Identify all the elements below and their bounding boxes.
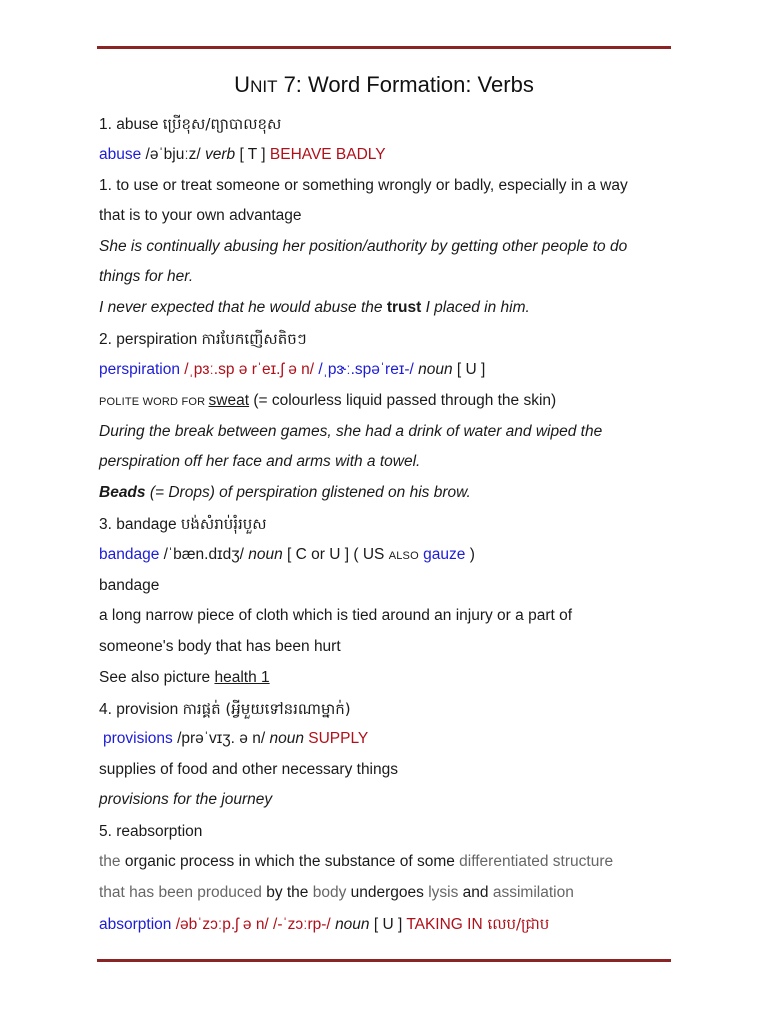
definition-cont: that is to your own advantage (99, 207, 302, 224)
headword: bandage (99, 546, 160, 563)
title-rest: 7: Word Formation: Verbs (277, 72, 534, 97)
definition-cont: that has been produced by the body undergoes lysis and assimilation (99, 884, 574, 901)
definition: supplies of food and other necessary things (99, 761, 398, 778)
definition-cont: someone's body that has been hurt (99, 638, 341, 655)
part-of-speech: noun (418, 361, 453, 378)
guideword: SUPPLY (308, 730, 369, 747)
example: She is continually abusing her position/authority by getting other people to do (99, 238, 628, 255)
definition: 1. to use or treat someone or something wrongly or badly, especially in a way (99, 177, 628, 194)
entry-heading-abuse: 1. abuse ប្រើខុស/ព្យាបាលខុស (99, 115, 282, 133)
title-initial: U (234, 72, 251, 97)
example: Beads (= Drops) of perspiration glistened on his brow. (99, 484, 471, 501)
guideword: BEHAVE BADLY (269, 146, 386, 163)
example-cont: perspiration off her face and arms with a towel. (99, 453, 421, 470)
khmer-translation: ការបែកញើសតិចៗ (201, 330, 307, 348)
entry-line-absorption: absorption /əbˈzɔːp.ʃ ə n/ /-ˈzɔːrp-/ noun [ U ] TAKING IN លេប/ជ្រាប (99, 915, 550, 933)
example: During the break between games, she had a drink of water and wiped the (99, 423, 603, 440)
title-smallcaps: NIT (250, 77, 278, 96)
entry-heading-perspiration: 2. perspiration ការបែកញើសតិចៗ (99, 330, 307, 348)
khmer-translation: ប្រើខុស/ព្យាបាលខុស (162, 115, 282, 133)
headword: perspiration (99, 361, 180, 378)
pronunciation-us: /ˌpɝː.spəˈreɪ-/ (314, 361, 419, 378)
khmer-translation: បង់សំរាប់រុំរបួស (180, 515, 267, 533)
entry-heading-provision: 4. provision ការផ្គត់ (អ្វីមួយទៅនរណាម្នាក់) (99, 700, 351, 718)
guideword: TAKING IN (406, 916, 483, 933)
top-rule (97, 46, 671, 49)
headword: provisions (103, 730, 173, 747)
entry-line-abuse: abuse /əˈbjuːz/ verb [ T ] BEHAVE BADLY (99, 146, 386, 163)
definition: POLITE WORD FOR sweat (= colourless liquid passed through the skin) (99, 392, 557, 409)
page-title (0, 72, 768, 98)
pronunciation-uk: /ˌpɜː.sp ə rˈeɪ.ʃ ə n/ (180, 361, 315, 378)
headword: abuse (99, 146, 142, 163)
example: I never expected that he would abuse the trust I placed in him. (99, 299, 530, 316)
keyword: trust (386, 299, 422, 316)
alternate-word: gauze (423, 546, 466, 563)
entry-heading-bandage: 3. bandage បង់សំរាប់រុំរបួស (99, 515, 267, 533)
example: provisions for the journey (99, 791, 273, 808)
pronunciation-us: /-ˈzɔːrp-/ (268, 916, 336, 933)
definition: a long narrow piece of cloth which is tied around an injury or a part of (99, 607, 573, 624)
entry-heading-reabsorption: 5. reabsorption (99, 823, 203, 840)
pronunciation: /əˈbjuːz/ (141, 146, 205, 163)
example-cont: things for her. (99, 268, 194, 285)
see-also-link[interactable]: health 1 (214, 669, 270, 686)
definition: the organic process in which the substance of some differentiated structure (99, 853, 614, 870)
entry-line-perspiration: perspiration /ˌpɜː.sp ə rˈeɪ.ʃ ə n/ /ˌpɝː.spəˈreɪ-/ noun [ U ] (99, 361, 486, 378)
khmer-translation: លេប/ជ្រាប (482, 915, 550, 933)
part-of-speech: noun (269, 730, 304, 747)
cross-reference-link[interactable]: sweat (208, 392, 250, 409)
keyword: Beads (99, 484, 146, 501)
khmer-translation: ការផ្គត់ (អ្វីមួយទៅនរណាម្នាក់) (182, 700, 351, 718)
pronunciation: /ˈbæn.dɪdʒ/ (159, 546, 249, 563)
entry-line-bandage: bandage /ˈbæn.dɪdʒ/ noun [ C or U ] ( US ALSO gauze ) (99, 546, 475, 563)
part-of-speech: verb (204, 146, 236, 163)
part-of-speech: noun (335, 916, 370, 933)
part-of-speech: noun (248, 546, 283, 563)
pronunciation-uk: /əbˈzɔːp.ʃ ə n/ (171, 916, 269, 933)
see-also: See also picture health 1 (99, 669, 270, 686)
sub-headword: bandage (99, 577, 160, 594)
headword: absorption (99, 916, 172, 933)
entry-line-provisions (103, 729, 368, 749)
pronunciation: /prəˈvɪʒ. ə n/ (172, 730, 270, 747)
bottom-rule (97, 959, 671, 962)
